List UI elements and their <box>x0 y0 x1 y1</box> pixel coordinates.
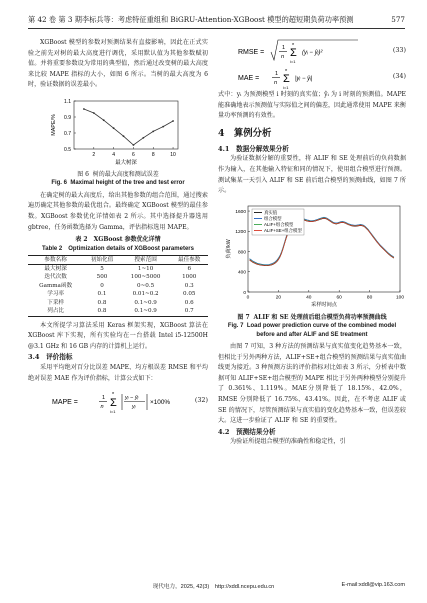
eq34-term: |yᵢ − ŷᵢ| <box>295 76 313 82</box>
eq34-number: (34) <box>392 72 406 80</box>
fig7-xtick-label: 80 <box>366 295 373 301</box>
table-cell: 6 <box>187 265 191 272</box>
paragraph-environment: 本文所提学习算法采用 Keras 框架实现，XGBoost 算法在 XGBoost 库下实现，所有实验均在一台搭载 Intel i5-12500H @3.1 GHz 和 16 GB 内存的计算机上运行。 <box>28 321 208 350</box>
fig6-xtick-label: 4 <box>112 151 116 158</box>
fig6-ytick-label: 0.7 <box>64 130 71 137</box>
fig7-ytick-label: 0 <box>243 290 246 296</box>
fig7-num-en: Fig. 7 <box>227 323 244 330</box>
table-cell: 0.8 <box>83 307 121 316</box>
fig7-num-cn: 图 7 <box>237 313 250 321</box>
left-column <box>28 38 208 414</box>
eq33-sum-lower: i=1 <box>290 59 296 64</box>
fig7-xtick-label: 100 <box>395 295 405 301</box>
fig6-xtick-label: 10 <box>170 151 176 158</box>
table-header-row <box>28 255 208 264</box>
table-cell: 0.1~0.9 <box>134 299 157 306</box>
paragraph-prediction-analysis: 为验证所提组合模型的准确性和稳定性，引 <box>230 438 346 446</box>
table-cell: 500 <box>96 274 108 281</box>
paragraph-symbols: 式中：yᵢ 为预测模型 i 时刻的真实值；ŷᵢ 为 i 时刻的预测值。MAPE 能准确地表示预测值与实际值之间的偏差，因此通常使用 MAPE 来衡量功率预测的有效性。 <box>218 91 406 120</box>
eq33-coef-num: 1 <box>282 45 286 51</box>
page-footer <box>0 582 427 590</box>
eq32-percent: ×100% <box>150 399 171 407</box>
fig7-xtick-label: 40 <box>306 295 312 301</box>
fig7-yaxis-label: 负荷/kW <box>226 239 232 259</box>
fig7-legend-label: ALIF+SE+组合模型 <box>264 227 302 233</box>
table-header-cell: 搜索范围 <box>121 255 171 264</box>
fig6-num-cn: 图 6 <box>77 170 89 178</box>
table-header-cell: 参数名称 <box>28 255 83 264</box>
fig6-point <box>133 144 135 146</box>
footer-journal: 现代电力，2025, 42(3) http://xddl.ncepu.edu.cn <box>152 584 275 590</box>
paragraph-xgboost-tuning: XGBoost 模型的参数对预测结果有直接影响，因此在正式实验之前先对树的最大高度进行调优，采用默认值为其他参数赋初值。并将重要参数设为常用的典型值，然后通过改变树的最大高度来比较 MAPE 指标的大小，如图 6 所示。当树的最大高度为 6 时，验证数据的误差最小。 <box>28 39 208 89</box>
eq33-number: (33) <box>392 46 406 54</box>
header-rule <box>28 28 405 29</box>
table-cell: 迭代次数 <box>44 274 67 281</box>
fig6-point <box>123 135 125 137</box>
eq32-lhs: MAPE = <box>52 399 78 407</box>
fig6-point <box>113 127 115 129</box>
eq32-formula <box>42 388 192 414</box>
table-cell: 0 <box>100 282 104 289</box>
table-cell: 0.1~0.9 <box>121 307 171 316</box>
table-cell: 1000 <box>182 274 197 281</box>
eq32-frac-den: yᵢ <box>132 404 136 411</box>
eq34-sum-upper: n <box>285 67 288 72</box>
eq32-sum-upper: n <box>112 390 115 396</box>
eq32-frac-num: yᵢ − ŷᵢ <box>125 395 139 402</box>
eq34-formula <box>238 64 388 90</box>
fig6-num-en: Fig. 6 <box>51 180 67 187</box>
eq33-coef-den: n <box>281 54 285 60</box>
eq34-lhs: MAE = <box>238 75 260 82</box>
fig7-xaxis-label: 采样时间点 <box>311 301 337 308</box>
section-4-2-heading: 4.2 预测结果分析 <box>218 427 276 436</box>
equation-34 <box>218 64 406 90</box>
right-column <box>218 38 406 448</box>
fig6-ytick-label: 0.9 <box>64 114 71 121</box>
fig7-xtick-label: 20 <box>275 295 282 301</box>
fig6-chart <box>28 95 208 167</box>
eq34-coef-den: n <box>274 80 278 86</box>
figure-7 <box>218 200 406 339</box>
table-row <box>28 282 208 290</box>
equation-33 <box>218 38 406 64</box>
table-body <box>28 265 208 316</box>
eq33-sum: Σ <box>290 47 297 59</box>
fig6-caption-cn <box>28 171 208 179</box>
fig6-point <box>93 112 95 114</box>
fig6-xtick-label: 2 <box>92 151 96 158</box>
table-cell: 最大树深 <box>44 265 67 272</box>
table-cell: 0.6 <box>184 299 194 306</box>
fig7-ytick-label: 1200 <box>235 229 246 235</box>
table-cell: Gamma函数 <box>39 282 73 289</box>
fig7-xtick-label: 60 <box>336 295 342 301</box>
section-3-4-heading: 3.4 评价指标 <box>28 353 73 362</box>
table-cell: 列占比 <box>28 307 83 316</box>
eq32-number: (32) <box>194 396 208 405</box>
fig6-caption-en <box>28 179 208 187</box>
table-cell: 0.01~0.2 <box>132 291 159 298</box>
fig7-legend-label: ALIF+组合模型 <box>264 221 294 227</box>
section-4-1-heading: 4.1 数据分解效果分析 <box>218 144 289 153</box>
table-cell: 学习率 <box>47 291 65 298</box>
fig7-title-en: Load power prediction curve of the combined model before and after ALIF and SE treatment <box>246 323 397 338</box>
fig6-point <box>103 119 105 121</box>
fig7-ytick-label: 400 <box>237 270 246 276</box>
fig6-xtick-label: 6 <box>132 151 135 158</box>
fig7-ytick-label: 1600 <box>235 209 246 215</box>
fig6-point <box>83 108 85 110</box>
fig6-xtick-label: 8 <box>151 151 155 158</box>
fig6-title-en: Maximal height of the tree and test error <box>70 180 185 187</box>
table-cell: 1~10 <box>137 265 154 272</box>
fig6-ytick-label: 0.5 <box>64 146 71 153</box>
fig6-yaxis-label: MAPE/% <box>51 114 57 136</box>
table-cell: 5 <box>100 265 104 272</box>
paragraph-decomposition: 为验证数据分解的重要性，将 ALIF 和 SE 处理前后的负荷数据作为输入，在其他输入特征和同的情况下，使用组合模型进行预测。测试集某一天引入 ALIF 和 SE 前后组合模型的预测曲线，如图 7 所示。 <box>218 155 406 195</box>
fig6-point <box>162 126 164 128</box>
running-head <box>28 14 405 26</box>
eq34-coef-num: 1 <box>275 71 279 77</box>
fig6-xaxis-label: 最大树深 <box>115 159 137 166</box>
table-header-cell: 初始化值 <box>83 255 121 264</box>
eq34-sum-lower: i=1 <box>283 85 289 90</box>
table-cell: 0.1 <box>97 291 107 298</box>
fig6-ytick-label: 1.1 <box>64 98 71 105</box>
fig6-title-cn: 树的最大高度和测试误差 <box>92 170 159 178</box>
fig6-point <box>152 130 154 132</box>
table-row <box>28 307 208 316</box>
paragraph-param-search: 在确定树的最大高度后，给出其他参数的组合范围，通过搜索遍历确定其他参数的最优组合。最终确定 XGBoost 模型的最佳参数。XGBoost 参数优化详情如表 2 所示。其中选择提升器选用 gbtree，任务函数选择为 Gamma，评估指标选用 MAPE。 <box>28 191 208 231</box>
eq32-coef-num: 1 <box>102 395 106 402</box>
fig7-ytick-label: 800 <box>237 250 246 256</box>
section-4-heading: 4 算例分析 <box>218 127 272 139</box>
table-row <box>28 265 208 274</box>
table-cell: 0.05 <box>182 291 196 298</box>
eq32-sum: Σ <box>110 397 117 410</box>
table2-title-cn: 表 2 XGBoost 参数优化详情 <box>75 236 161 244</box>
fig6-axes-frame <box>74 101 178 149</box>
fig6-point <box>142 137 144 139</box>
page-number: 577 <box>391 15 405 24</box>
eq33-term: (yᵢ − ŷᵢ)² <box>302 50 323 56</box>
table-cell: 下采样 <box>47 299 65 306</box>
paragraph-fig7-analysis: 由图 7 可知，3 种方法的预测结果与真实值变化趋势基本一致，但相比于另外两种方法，ALIF+SE+组合模型的预测结果与真实值曲线更为接近。3 种预测方法的评价指标对比如表 3 所示，分析表中数据可知 ALIF+SE+组合模型的 MAPE 相比于另外两种模型分别提升了 0.361%、1.119%。MAE分别降低了 18.15%、42.0%，RMSE 分别降低了 16.75%、43.41%。因此，在不考虑 ALIF 或 SE 的情况下，尽管预测结果与真实值的变化趋势基本一致，但误差较大。这进一步验证了 ALIF 和 SE 的重要性。 <box>218 342 406 425</box>
paragraph-metrics: 采用平均绝对百分比误差 MAPE、均方根误差 RMSE 和平均绝对误差 MAE 作为评价指标，计算公式如下： <box>28 364 208 382</box>
table-header-cell: 最佳参数 <box>170 255 208 264</box>
table-row <box>28 274 208 282</box>
fig6-series-line <box>84 109 173 145</box>
eq33-sum-upper: n <box>292 41 295 46</box>
fig7-caption-cn <box>218 314 406 322</box>
fig7-title-cn: ALIF 和 SE 处理前后组合模型负荷功率预测曲线 <box>253 313 387 321</box>
fig7-caption-en <box>218 322 406 339</box>
figure-6 <box>28 95 208 188</box>
table-cell: 0~0.5 <box>137 282 155 289</box>
table-cell: 0.8 <box>97 299 107 306</box>
params-table <box>28 255 208 317</box>
eq33-lhs: RMSE = <box>238 49 265 56</box>
eq34-sum: Σ <box>283 73 290 85</box>
fig7-chart <box>218 200 406 310</box>
table-cell: 0.3 <box>184 282 194 289</box>
eq33-formula <box>238 38 388 64</box>
footer-email: E-mail:xddl@vip.163.com <box>341 582 405 588</box>
table-row <box>28 291 208 299</box>
fig7-legend-label: 组合模型 <box>264 215 282 221</box>
running-head-title: 第 42 卷 第 3 期李标兵等：考虑特征重组和 BiGRU-Attention-XGBoost 模型的超短期负荷功率预测 <box>28 15 354 24</box>
fig7-xtick-label: 0 <box>246 295 250 301</box>
equation-32 <box>28 388 208 414</box>
fig6-point <box>172 120 174 122</box>
table-cell: 0.7 <box>170 307 208 316</box>
table-row <box>28 299 208 307</box>
eq32-sum-lower: i=1 <box>110 409 116 415</box>
eq32-coef-den: n <box>100 404 104 411</box>
fig7-legend-label: 真实值 <box>264 209 278 215</box>
table-2 <box>28 236 208 317</box>
table-cell: 100~5000 <box>130 274 161 281</box>
table2-title-en: Table 2 Optimization details of XGBoost parameters <box>42 245 194 252</box>
